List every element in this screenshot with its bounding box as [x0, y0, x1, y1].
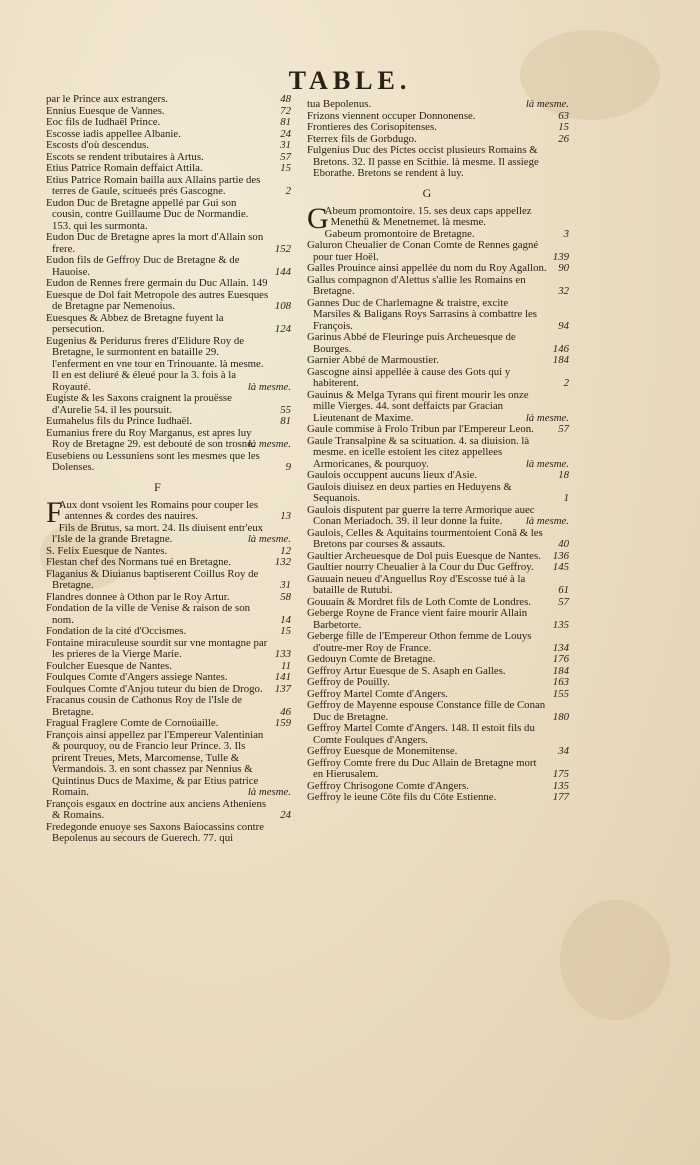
page-reference: 24: [280, 809, 291, 821]
page-reference: 124: [274, 323, 291, 335]
index-entry: [307, 332, 569, 355]
page-reference: 11: [281, 659, 291, 672]
entry-text: Geffroy Chrisogone Comte d'Angers.: [307, 779, 469, 792]
page-reference: 63: [558, 109, 569, 122]
page-reference: 57: [280, 150, 291, 163]
entry-text: Gallus compagnon d'Alettus s'allie les Romains en Bretagne.: [307, 273, 526, 297]
index-entry: [46, 313, 291, 336]
page-reference: 136: [552, 549, 569, 562]
entry-text: Eugenius & Peridurus freres d'Elidure Roy de Bretagne, le surmontent en bataille 29. l'enferment en vne tour en Trinouante. là mesme. Il en est deliuré & éleué pour la 3. fois à la Royauté.: [46, 334, 264, 393]
entry-text: Gauuain neueu d'Anguellus Roy d'Escosse tué à la bataille de Rutubi.: [307, 572, 526, 596]
entry-text: Gedouyn Comte de Bretagne.: [307, 653, 436, 665]
page-reference: là mesme.: [247, 380, 291, 393]
page-reference: 177: [552, 791, 569, 803]
index-entry: [307, 792, 569, 804]
left-column: [46, 94, 291, 845]
entry-text: Gouuain & Mordret fils de Loth Comte de Londres.: [307, 595, 531, 608]
page-reference: 57: [558, 595, 569, 608]
entry-text: S. Felix Euesque de Nantes.: [46, 544, 168, 557]
page-reference: 139: [552, 250, 569, 263]
entry-text: Geffroy le ieune Cōte fils du Cōte Estienne.: [307, 791, 497, 803]
entry-text: Gaulois, Celles & Aquitains tourmentoient Conā & les Bretons par courses & assauts.: [307, 526, 543, 550]
page-reference: 14: [280, 613, 291, 626]
index-entry: [307, 758, 569, 781]
entry-text: Escosse iadis appellee Albanie.: [46, 127, 181, 140]
index-entry: [307, 390, 569, 425]
entry-text: Escots se rendent tributaires à Artus.: [46, 150, 204, 163]
entry-text: Geffroy Euesque de Monemitense.: [307, 745, 458, 757]
page-reference: 32: [558, 285, 569, 297]
entry-text: Abeum promontoire. 15. ses deux caps appellez Menethü & Menetnemet. là mesme.: [324, 204, 532, 228]
page-reference: là mesme.: [247, 438, 291, 450]
page-reference: 90: [558, 262, 569, 274]
index-entry: [46, 336, 291, 394]
entry-text: Flestan chef des Normans tué en Bretagne.: [46, 556, 231, 568]
page-reference: 137: [274, 682, 291, 695]
page-reference: 15: [558, 121, 569, 133]
index-entry: [307, 528, 569, 551]
page-reference: 58: [280, 590, 291, 603]
page-reference: 26: [558, 132, 569, 145]
page-reference: 176: [552, 653, 569, 665]
page-reference: 144: [274, 265, 291, 278]
page-reference: 152: [274, 242, 291, 255]
index-entry: [307, 700, 569, 723]
index-entry: [46, 495, 291, 529]
entry-text: Gaultier Archeuesque de Dol puis Euesque de Nantes.: [307, 549, 541, 562]
entry-text: Fondation de la cité d'Occismes.: [46, 625, 187, 637]
entry-text: Geffroy Comte frere du Duc Allain de Bretagne mort en Hierusalem.: [307, 756, 537, 780]
page-reference: là mesme.: [247, 533, 291, 545]
entry-text: Gaulois disputent par guerre la terre Armorique auec Conan Meriadoch. 39. il leur donne la fuite.: [307, 503, 535, 527]
index-entry: [307, 631, 569, 654]
entry-text: François esgaux en doctrine aux anciens Atheniens & Romains.: [46, 797, 267, 821]
entry-text: Fontaine miraculeuse sourdit sur vne montagne par les prieres de la Vierge Marie.: [46, 636, 268, 660]
entry-text: Eoc fils de Iudhaël Prince.: [46, 116, 161, 128]
entry-text: Geffroy Martel Comte d'Angers.: [307, 687, 448, 700]
entry-text: Etius Patrice Romain deffaict Attila.: [46, 162, 203, 174]
page-reference: 46: [280, 705, 291, 718]
entry-text: Galles Prouince ainsi appellée du nom du Roy Agallon.: [307, 262, 547, 274]
entry-text: Euesque de Dol fait Metropole des autres Euesques de Bretagne par Nemenoius.: [46, 288, 269, 312]
entry-text: Fondation de la ville de Venise & raison de son nom.: [46, 602, 251, 626]
page-reference: 13: [280, 510, 291, 522]
page-reference: 31: [280, 139, 291, 151]
index-entry: [307, 275, 569, 298]
page-reference: 145: [552, 561, 569, 573]
index-entry: [46, 730, 291, 799]
entry-text: Geberge fille de l'Empereur Othon femme de Louys d'outre-mer Roy de France.: [307, 630, 532, 654]
index-entry: [307, 436, 569, 471]
entry-text: Gaultier nourry Cheualier à la Cour du Duc Geffroy.: [307, 561, 534, 573]
paper-stain: [560, 900, 670, 1020]
page-reference: 31: [280, 579, 291, 591]
page-reference: 2: [285, 185, 291, 197]
page-reference: 94: [558, 319, 569, 332]
page-reference: 141: [274, 671, 291, 683]
page-title: TABLE.: [288, 66, 412, 95]
page-reference: là mesme.: [247, 786, 291, 798]
page-reference: 81: [280, 415, 291, 427]
page-reference: 155: [552, 687, 569, 700]
index-entry: [46, 822, 291, 845]
drop-capital: F: [46, 495, 63, 529]
entry-text: Garnier Abbé de Marmoustier.: [307, 354, 439, 366]
entry-text: Galuron Cheualier de Conan Comte de Rennes gagné pour tuer Hoël.: [307, 239, 539, 263]
index-entry: [46, 290, 291, 313]
entry-text: Gaule Transalpine & sa scituation. 4. sa diuision. là mesme. en icelle estoient les citez appellees Armoricanes, & pourquoy.: [307, 434, 530, 470]
index-entry: [46, 232, 291, 255]
entry-text: Gannes Duc de Charlemagne & traistre, excite Marsiles & Baligans Roys Sarrasins à combattre les François.: [307, 296, 537, 332]
entry-text: Geffroy de Pouilly.: [307, 676, 390, 688]
entry-text: Eudon Duc de Bretagne apres la mort d'Allain son frere.: [46, 231, 264, 255]
index-entry: [46, 638, 291, 661]
page-reference: 1: [563, 492, 569, 504]
page-reference: 55: [280, 403, 291, 416]
page-reference: 108: [274, 300, 291, 312]
index-entry: [46, 695, 291, 718]
entry-list-f: [46, 495, 291, 845]
page-reference: 134: [552, 641, 569, 654]
page-reference: 159: [274, 717, 291, 729]
page-reference: 163: [552, 676, 569, 688]
entry-text: Eusebiens ou Lessuniens sont les mesmes que les Dolenses.: [46, 449, 260, 473]
page-reference: 12: [280, 544, 291, 557]
page-reference: 48: [280, 93, 291, 105]
page-reference: 61: [558, 584, 569, 596]
index-entry: [307, 723, 569, 746]
index-entry: [46, 393, 291, 416]
entry-text: François ainsi appellez par l'Empereur Valentinian & pourquoy, ou de Francio leur Prince. 3. Ils prirent Treues, Mets, Marcomense, Tulle & Vermandois. 3. en sont chassez par Nennius & Quintinus Ducs de Maxime, & par Etius patrice Romain.: [46, 728, 264, 798]
page-reference: 18: [558, 469, 569, 481]
index-entry: [307, 367, 569, 390]
index-entry: [307, 608, 569, 631]
page-reference: 34: [558, 745, 569, 757]
page-reference: 180: [552, 710, 569, 723]
entry-text: Geffroy de Mayenne espouse Constance fille de Conan Duc de Bretagne.: [307, 699, 546, 723]
entry-text: Eudon Duc de Bretagne appellé par Gui son cousin, contre Guillaume Duc de Normandie. 153. qui les surmonta.: [46, 196, 249, 232]
entry-text: Frontieres des Corisopitenses.: [307, 121, 437, 133]
page-reference: là mesme.: [525, 98, 569, 110]
page-reference: 57: [558, 423, 569, 435]
index-entry: [307, 145, 569, 180]
page-reference: 175: [552, 768, 569, 780]
entry-text: Fredegonde enuoye ses Saxons Baiocassins contre Bepolenus au secours de Guerech. 77. qui: [46, 820, 264, 844]
entry-text: Fulgenius Duc des Pictes occist plusieurs Romains & Bretons. 32. Il passe en Scithie. là mesme. Il assiege Eborathe. Bretons se rendent à luy.: [307, 144, 539, 179]
page-reference: 72: [280, 104, 291, 117]
page-reference: 135: [552, 779, 569, 792]
entry-text: Gaule commise à Frolo Tribun par l'Empereur Leon.: [307, 423, 534, 435]
index-entry: [46, 523, 291, 546]
index-entry: [307, 240, 569, 263]
index-entry: [46, 255, 291, 278]
entry-text: Fragual Fraglere Comte de Cornoüaille.: [46, 717, 219, 729]
section-letter-f: F: [154, 479, 161, 494]
page-reference: 2: [563, 377, 569, 389]
entry-text: Foulques Comte d'Anjou tuteur du bien de Drogo.: [46, 682, 263, 695]
entry-text: Flandres donnee à Othon par le Roy Artur.: [46, 590, 230, 603]
entry-text: Eudon de Rennes frere germain du Duc Allain. 149: [46, 277, 268, 289]
entry-text: Gaulois occuppent aucuns lieux d'Asie.: [307, 469, 478, 481]
entry-text: Gauinus & Melga Tyrans qui firent mourir les onze mille Vierges. 44. sont deffaicts par Gracian Lieutenant de Maxime.: [307, 388, 529, 424]
entry-list-e: [46, 94, 291, 474]
page-reference: 146: [552, 342, 569, 355]
right-column: [307, 99, 569, 804]
index-entry: [46, 799, 291, 822]
entry-text: par le Prince aux estrangers.: [46, 93, 169, 105]
index-entry: [307, 574, 569, 597]
page-reference: 184: [552, 354, 569, 366]
entry-text: Fils de Brutus, sa mort. 24. Ils diuisent entr'eux l'Isle de la grande Bretagne.: [52, 521, 264, 545]
page-reference: là mesme.: [525, 457, 569, 470]
page-reference: 9: [285, 461, 291, 473]
entry-text: Etius Patrice Romain bailla aux Allains partie des terres de Gaule, scitueés prés Gascogne.: [46, 173, 261, 197]
entry-list-f-continued: [307, 99, 569, 180]
entry-text: Flaganius & Diuianus baptiserent Coillus Roy de Bretagne.: [46, 567, 259, 591]
entry-text: Aux dont vsoient les Romains pour couper les antennes & cordes des nauires.: [58, 498, 259, 522]
entry-text: Eumahelus fils du Prince Iudhaël.: [46, 415, 193, 427]
page-reference: là mesme.: [525, 411, 569, 424]
entry-text: Escosts d'où descendus.: [46, 139, 150, 151]
page-reference: 24: [280, 127, 291, 140]
entry-text: Eumanius frere du Roy Marganus, est apres luy Roy de Bretagne 29. est debouté de son trosne.: [46, 426, 255, 450]
entry-text: Fterrex fils de Gorbdugo.: [307, 132, 417, 145]
entry-text: Geberge Royne de France vient faire mourir Allain Barbetorte.: [307, 607, 528, 631]
index-entry: [46, 198, 291, 233]
entry-text: Foulques Comte d'Angers assiege Nantes.: [46, 671, 228, 683]
index-entry: [46, 451, 291, 474]
index-entry: [307, 482, 569, 505]
entry-text: Frizons viennent occuper Donnonense.: [307, 109, 476, 122]
entry-text: Eudon fils de Geffroy Duc de Bretagne & de Hauoise.: [46, 254, 240, 278]
drop-capital: G: [307, 201, 329, 235]
index-entry: [46, 603, 291, 626]
page-reference: 184: [552, 664, 569, 677]
section-letter-g: G: [422, 185, 432, 200]
page-reference: 133: [274, 648, 291, 660]
page-reference: 81: [280, 116, 291, 128]
index-entry: [307, 505, 569, 528]
entry-text: Geffroy Martel Comte d'Angers. 148. Il estoit fils du Comte Foulques d'Angers.: [307, 722, 535, 746]
entry-text: Gaulois diuisez en deux parties en Heduyens & Sequanois.: [307, 480, 512, 504]
entry-text: Foulcher Euesque de Nantes.: [46, 659, 172, 672]
page-reference: 135: [552, 618, 569, 631]
entry-text: Gascogne ainsi appellée à cause des Gots qui y habiterent.: [307, 365, 511, 389]
index-entry: [46, 569, 291, 592]
entry-text: Ennius Euesque de Vannes.: [46, 104, 165, 117]
entry-text: Eugiste & les Saxons craignent la prouësse d'Aurelie 54. il les poursuit.: [46, 392, 232, 416]
page-reference: là mesme.: [525, 515, 569, 527]
entry-text: Fracanus cousin de Cathonus Roy de l'Isle de Bretagne.: [46, 694, 242, 718]
page-reference: 3: [563, 227, 569, 240]
entry-text: Euesques & Abbez de Bretagne fuyent la persecution.: [46, 311, 224, 335]
index-entry: [46, 175, 291, 198]
entry-list-g: [307, 201, 569, 804]
entry-text: Gabeum promontoire de Bretagne.: [324, 227, 475, 240]
entry-text: tua Bepolenus.: [307, 98, 372, 110]
index-entry: [46, 428, 291, 451]
index-entry: [307, 298, 569, 333]
entry-text: Geffroy Artur Euesque de S. Asaph en Galles.: [307, 664, 506, 677]
page-reference: 15: [280, 162, 291, 174]
page-reference: 132: [274, 556, 291, 568]
page-reference: 40: [558, 538, 569, 550]
entry-text: Garinus Abbé de Fleuringe puis Archeuesque de Bourges.: [307, 331, 516, 355]
page-reference: 15: [280, 625, 291, 637]
